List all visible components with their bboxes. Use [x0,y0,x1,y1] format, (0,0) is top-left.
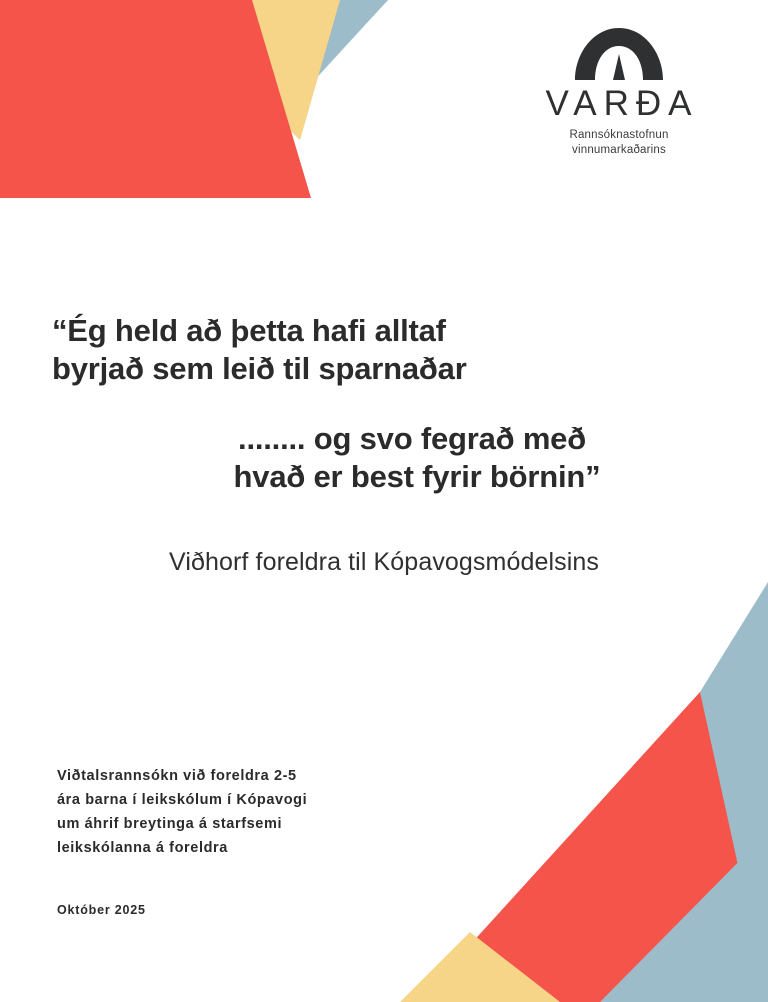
logo-tagline-line2: vinnumarkaðarins [572,144,666,156]
study-description [57,764,487,860]
title-spacer [52,388,732,420]
page-title [52,312,732,496]
title-line-4: hvað er best fyrir börnin” [233,459,601,494]
title-line-2: byrjað sem leið til sparnaðar [52,351,467,386]
description-line-4: leikskólanna á foreldra [57,840,228,856]
title-line-1: “Ég held að þetta hafi alltaf [52,313,446,348]
description-line-3: um áhrif breytinga á starfsemi [57,816,283,832]
title-line-3: ........ og svo fegrað með [238,421,586,456]
logo-tagline-line1: Rannsóknastofnun [569,129,669,141]
page-subtitle: Viðhorf foreldra til Kópavogsmódelsins [169,548,599,576]
logo-wordmark: VARÐA [545,84,699,123]
description-line-2: ára barna í leikskólum í Kópavogi [57,792,308,808]
publication-date: Október 2025 [57,903,146,917]
description-line-1: Viðtalsrannsókn við foreldra 2-5 [57,768,297,784]
